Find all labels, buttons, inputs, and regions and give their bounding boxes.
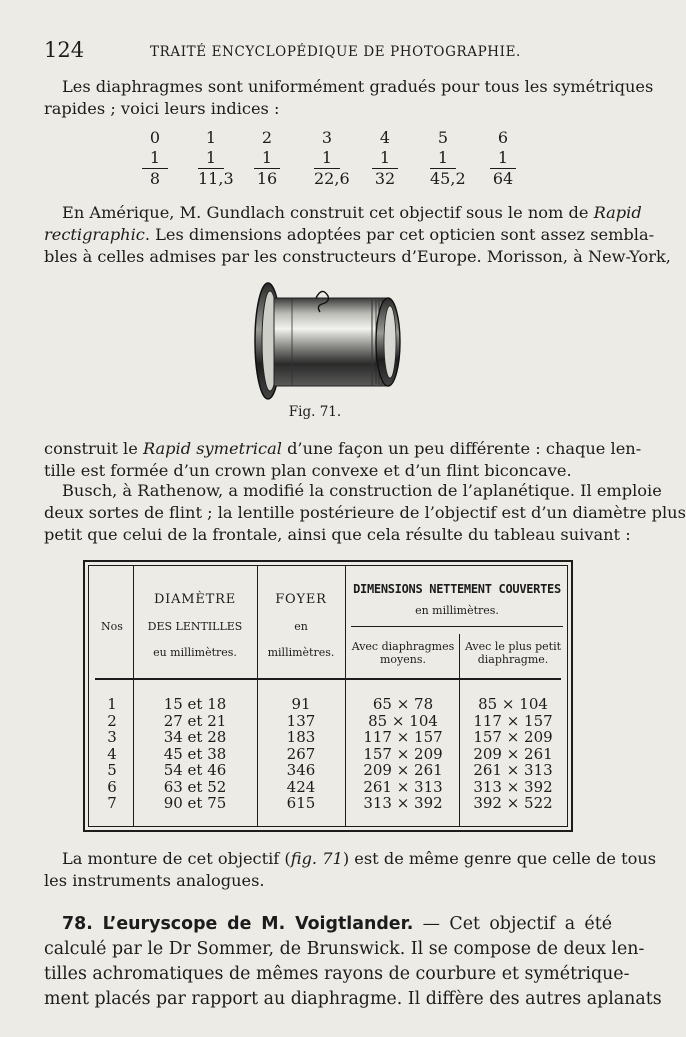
header-dimensions-unit: en millimètres. — [415, 604, 499, 617]
table-cell: 117 × 157 — [363, 728, 443, 746]
section-78 — [44, 912, 662, 1012]
index-column — [478, 128, 528, 189]
index-column — [360, 128, 410, 189]
table-cell: 261 × 313 — [363, 777, 443, 796]
table-cell: 6 — [107, 777, 117, 796]
header-focus-unit: millimètres. — [267, 646, 335, 659]
column-focus — [259, 696, 343, 812]
header-smallest-aperture: Avec le plus petit diaphragme. — [464, 640, 562, 666]
text-line: les instruments analogues. — [44, 871, 265, 890]
table-cell: 85 × 104 — [478, 695, 548, 713]
index-number: 2 — [261, 128, 273, 147]
page-number: 124 — [44, 38, 85, 62]
section-heading-line: 78. L’euryscope de M. Voigtlander. — Cet objectif a été — [62, 914, 612, 934]
fraction-denominator: 64 — [490, 168, 516, 189]
header-rule — [351, 626, 563, 627]
lens-table — [83, 560, 573, 832]
fraction-denominator: 22,6 — [314, 169, 350, 188]
fraction-denominator: 8 — [142, 168, 168, 189]
text-line: En Amérique, M. Gundlach construit cet objectif sous le nom de Rapid — [62, 203, 642, 222]
fraction-denominator: 16 — [254, 168, 280, 189]
text-line: petit que celui de la frontale, ainsi que cela résulte du tableau suivant : — [44, 525, 631, 544]
text-line: calculé par le Dr Sommer, de Brunswick. Il se compose de deux len- — [44, 939, 645, 959]
table-cell: 3 — [107, 728, 117, 746]
index-number: 5 — [437, 128, 449, 147]
italic-term: Rapid — [593, 203, 642, 222]
paragraph-diaphragms — [44, 76, 654, 120]
table-cell: 313 × 392 — [363, 794, 443, 812]
column-divider — [459, 634, 460, 826]
text-line: rectigraphic. Les dimensions adoptées par cet opticien sont assez sembla- — [44, 225, 655, 244]
column-divider — [345, 566, 346, 826]
index-column — [186, 128, 236, 189]
table-cell: 5 — [107, 761, 117, 779]
text-line: Les diaphragmes sont uniformément gradués pour tous les symétriques — [62, 77, 654, 96]
lens-drawing — [252, 282, 408, 400]
fraction-numerator: 1 — [379, 148, 391, 167]
column-numbers — [93, 696, 131, 812]
fraction-denominator: 11,3 — [198, 169, 234, 188]
table-cell: 2 — [107, 711, 117, 730]
table-cell: 137 — [286, 711, 316, 730]
paragraph-gundlach — [44, 202, 671, 268]
table-cell: 346 — [286, 761, 316, 779]
fraction-numerator: 1 — [437, 148, 449, 167]
header-numbers: Nos — [101, 620, 123, 633]
table-cell: 183 — [286, 728, 316, 746]
text-line: tille est formée d’un crown plan convexe et d’un flint biconcave. — [44, 461, 572, 480]
table-cell: 27 et 21 — [163, 711, 227, 730]
paragraph-mount — [44, 848, 657, 892]
index-column — [130, 128, 180, 189]
fraction-denominator: 45,2 — [430, 169, 466, 188]
page-header — [44, 38, 604, 62]
table-cell: 209 × 261 — [363, 761, 443, 779]
table-cell: 424 — [286, 777, 316, 796]
table-cell: 91 — [291, 695, 311, 713]
header-focus-sub: en — [294, 620, 308, 633]
column-diameter — [135, 696, 255, 812]
table-cell: 90 et 75 — [163, 794, 227, 812]
header-diameter-unit: eu millimètres. — [153, 646, 237, 659]
header-focus: FOYER — [275, 592, 327, 607]
index-column — [242, 128, 292, 189]
index-number: 6 — [497, 128, 509, 147]
index-number: 1 — [205, 128, 217, 147]
text-line: deux sortes de flint ; la lentille postérieure de l’objectif est d’un diamètre plus — [44, 503, 686, 522]
table-cell: 1 — [107, 695, 117, 713]
italic-term: fig. 71 — [290, 849, 343, 868]
text-line: La monture de cet objectif (fig. 71) est de même genre que celle de tous — [62, 849, 657, 868]
fraction-denominator: 32 — [372, 168, 398, 189]
column-average-aperture — [347, 696, 459, 812]
text-line: ment placés par rapport au diaphragme. Il diffère des autres aplanats — [44, 989, 662, 1009]
column-smallest-aperture — [461, 696, 565, 812]
column-divider — [257, 566, 258, 826]
index-number: 4 — [379, 128, 391, 147]
table-cell: 157 × 209 — [363, 744, 443, 763]
fraction-numerator: 1 — [261, 148, 273, 167]
table-cell: 15 et 18 — [163, 695, 227, 713]
index-number: 0 — [149, 128, 161, 147]
paragraph-busch — [44, 480, 686, 546]
table-cell: 85 × 104 — [368, 711, 438, 730]
text-line: Busch, à Rathenow, a modifié la construction de l’aplanétique. Il emploie — [62, 481, 662, 500]
table-cell: 209 × 261 — [473, 744, 553, 763]
text-line: bles à celles admises par les constructeurs d’Europe. Morisson, à New-York, — [44, 247, 671, 266]
column-divider — [133, 566, 134, 826]
text-line: tilles achromatiques de mêmes rayons de courbure et symétrique- — [44, 964, 630, 984]
table-cell: 157 × 209 — [473, 728, 553, 746]
table-cell: 63 et 52 — [163, 777, 227, 796]
text-line: construit le Rapid symetrical d’une façon un peu différente : chaque len- — [44, 439, 642, 458]
diaphragm-indices — [130, 128, 530, 188]
table-cell: 267 — [286, 744, 316, 763]
fraction-numerator: 1 — [149, 148, 161, 167]
table-cell: 615 — [286, 794, 316, 812]
header-average-aperture: Avec diaphragmes moyens. — [351, 640, 455, 666]
table-cell: 65 × 78 — [372, 695, 434, 713]
fraction-numerator: 1 — [205, 148, 217, 167]
section-title: 78. L’euryscope de M. Voigtlander. — [62, 914, 414, 934]
paragraph-morisson — [44, 438, 642, 482]
header-diameter: DIAMÈTRE — [153, 592, 237, 607]
fraction-numerator: 1 — [321, 148, 333, 167]
header-dimensions: DIMENSIONS NETTEMENT COUVERTES — [353, 582, 561, 596]
text-line: rapides ; voici leurs indices : — [44, 99, 280, 118]
table-cell: 54 et 46 — [163, 761, 227, 779]
table-cell: 34 et 28 — [163, 728, 227, 746]
table-cell: 7 — [107, 794, 117, 812]
table-cell: 45 et 38 — [163, 744, 227, 763]
italic-term: rectigraphic — [44, 225, 145, 244]
header-diameter-sub: DES LENTILLES — [147, 620, 243, 633]
index-column — [418, 128, 468, 189]
running-title: TRAITÉ ENCYCLOPÉDIQUE DE PHOTOGRAPHIE. — [150, 44, 521, 60]
table-cell: 313 × 392 — [473, 777, 553, 796]
table-cell: 4 — [107, 744, 117, 763]
table-cell: 117 × 157 — [473, 711, 553, 730]
table-inner-frame — [88, 565, 568, 827]
italic-term: Rapid symetrical — [142, 439, 282, 458]
table-cell: 392 × 522 — [473, 794, 553, 812]
figure-caption: Fig. 71. — [288, 404, 342, 420]
table-cell: 261 × 313 — [473, 761, 553, 779]
index-number: 3 — [321, 128, 333, 147]
header-separator — [95, 678, 561, 680]
lens-illustration — [252, 282, 408, 400]
index-column — [302, 128, 352, 189]
fraction-numerator: 1 — [497, 148, 509, 167]
